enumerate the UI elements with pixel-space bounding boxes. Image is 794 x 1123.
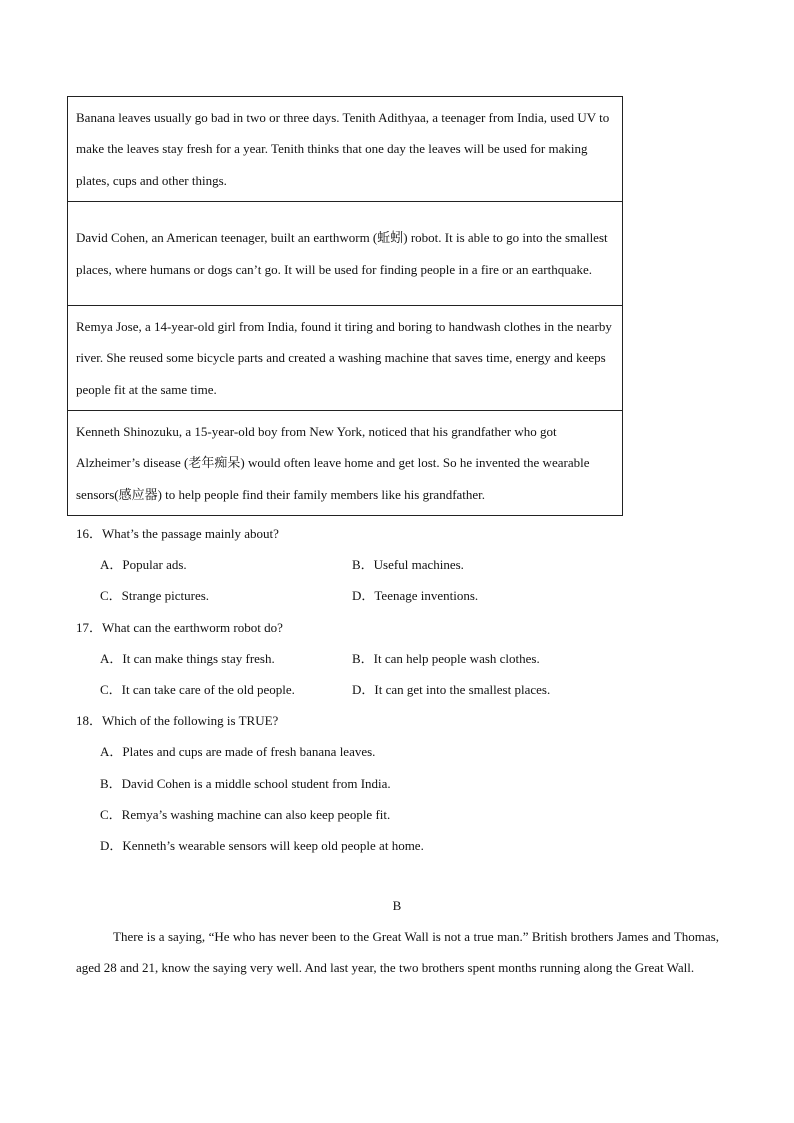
question-17-option-c: C．It can take care of the old people. — [100, 682, 295, 697]
question-17-option-a: A．It can make things stay fresh. — [100, 651, 275, 666]
table-cell-earthworm-robot: David Cohen, an American teenager, built an earthworm (蚯蚓) robot. It is able to go into the smallest places, where humans or dogs can’t go. It will be used for finding people in a fire or an earthquake. — [68, 202, 623, 306]
question-16-option-c: C．Strange pictures. — [100, 588, 210, 603]
question-17-option-b: B．It can help people wash clothes. — [352, 651, 540, 666]
table-row — [68, 306, 623, 411]
passage-b-paragraph: There is a saying, “He who has never been to the Great Wall is not a true man.” British brothers James and Thomas, aged 28 and 21, know the saying very well. And last year, the two brothers spent months running along the Great Wall. — [76, 929, 719, 975]
section-heading-b: B — [392, 898, 402, 913]
table-row — [68, 97, 623, 202]
table-cell-banana-leaves: Banana leaves usually go bad in two or three days. Tenith Adithyaa, a teenager from India, used UV to make the leaves stay fresh for a year. Tenith thinks that one day the leaves will be used for making plates, cups and other things. — [68, 97, 623, 202]
table-row — [68, 202, 623, 306]
question-18-stem: 18．Which of the following is TRUE? — [76, 713, 279, 728]
question-16-stem: 16．What’s the passage mainly about? — [76, 526, 279, 541]
table-cell-washing-machine: Remya Jose, a 14-year-old girl from India, found it tiring and boring to handwash clothes in the nearby river. She reused some bicycle parts and created a washing machine that saves time, energy and keeps people fit at the same time. — [68, 306, 623, 411]
question-18-option-d: D．Kenneth’s wearable sensors will keep old people at home. — [100, 838, 424, 853]
table-cell-wearable-sensors: Kenneth Shinozuku, a 15-year-old boy from New York, noticed that his grandfather who got Alzheimer’s disease (老年痴呆) would often leave home and get lost. So he invented the wearable sensors(感应器) to help people find their family members like his grandfather. — [68, 411, 623, 516]
question-16-option-b: B．Useful machines. — [352, 557, 464, 572]
inventions-table — [67, 96, 623, 516]
question-17-option-d: D．It can get into the smallest places. — [352, 682, 551, 697]
question-18-option-b: B．David Cohen is a middle school student from India. — [100, 776, 391, 791]
question-16-option-d: D．Teenage inventions. — [352, 588, 479, 603]
table-row — [68, 411, 623, 516]
question-18-option-c: C．Remya’s washing machine can also keep people fit. — [100, 807, 391, 822]
question-17-stem: 17．What can the earthworm robot do? — [76, 620, 283, 635]
question-18-option-a: A．Plates and cups are made of fresh banana leaves. — [100, 744, 376, 759]
question-16-option-a: A．Popular ads. — [100, 557, 187, 572]
